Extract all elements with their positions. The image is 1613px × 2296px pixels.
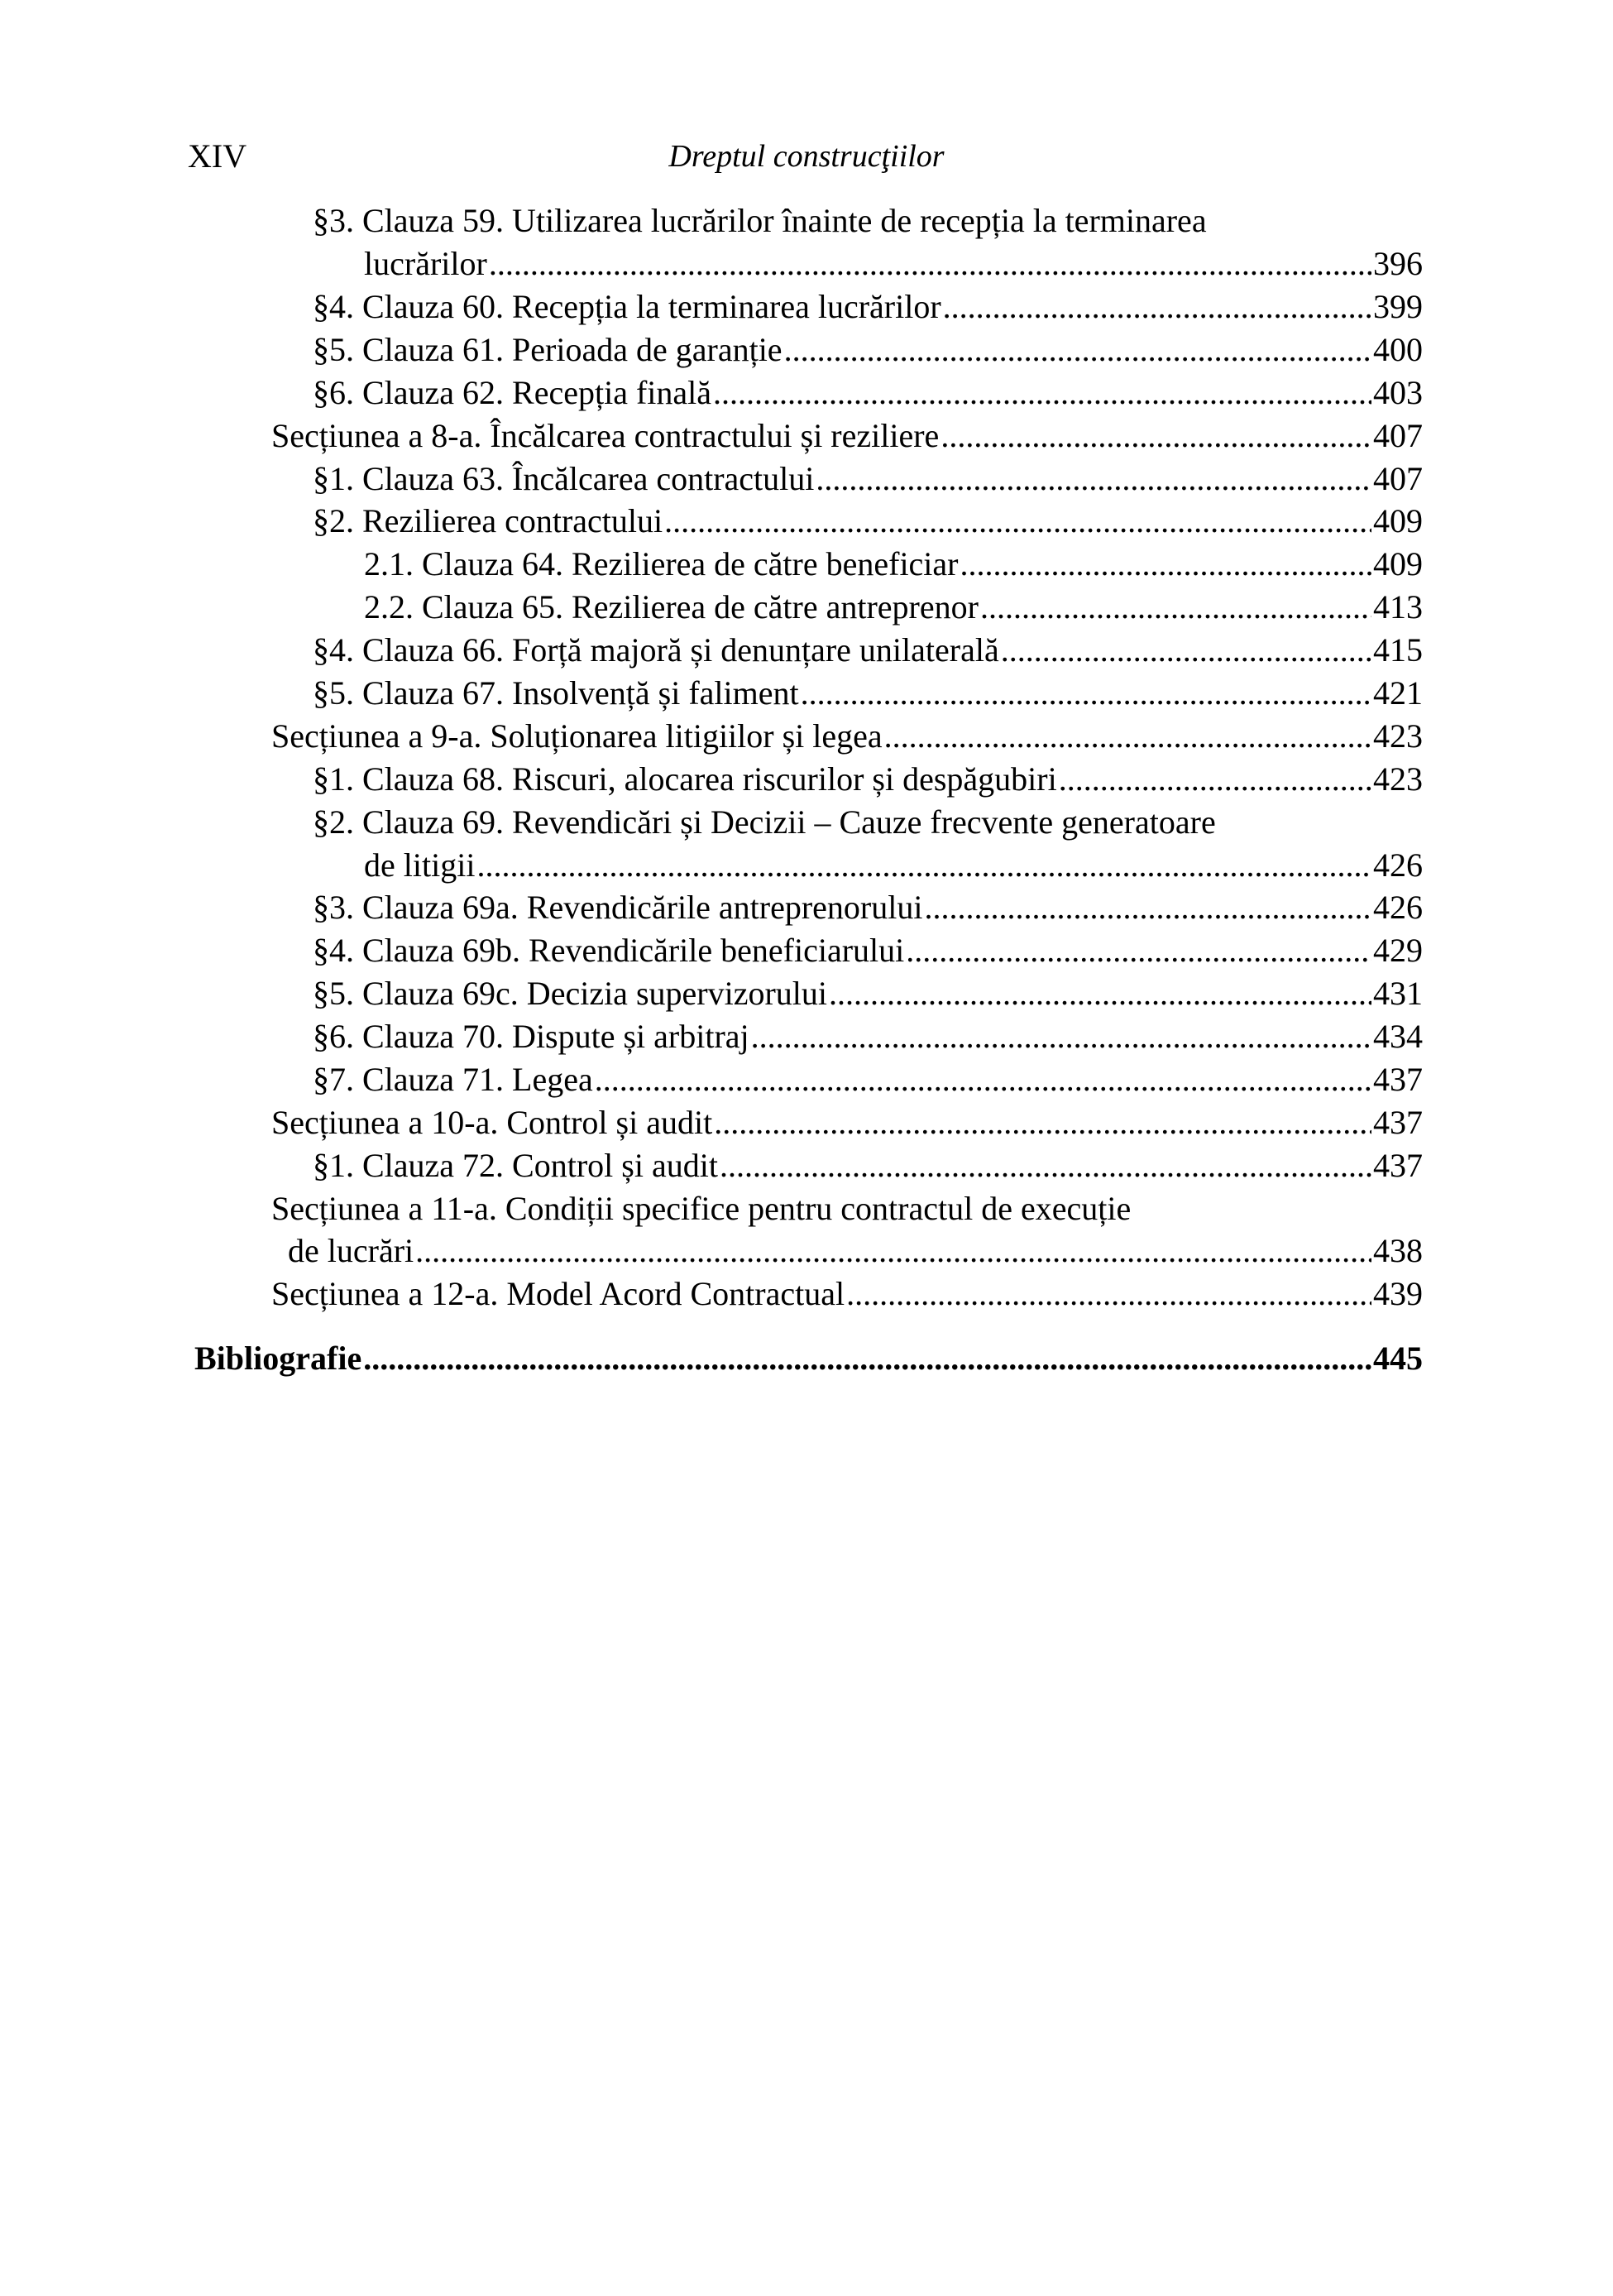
toc-entry-page: 426 bbox=[1373, 889, 1423, 926]
toc-subentry[interactable] bbox=[364, 586, 1423, 629]
dot-leader bbox=[829, 972, 1371, 1015]
toc-entry-title: §4. Clauza 66. Forță majoră și denunțare unilaterală bbox=[313, 631, 999, 669]
toc-entry-title: §4. Clauza 69b. Revendicările beneficiarului bbox=[313, 932, 905, 969]
toc-entry[interactable] bbox=[313, 972, 1423, 1015]
toc-entry-title: Secțiunea a 9-a. Soluționarea litigiilor și legea bbox=[271, 717, 883, 755]
toc-entry[interactable] bbox=[313, 672, 1423, 715]
toc-entry-title: §2. Rezilierea contractului bbox=[313, 502, 663, 539]
toc-entry[interactable] bbox=[313, 371, 1423, 415]
page-number: XIV bbox=[188, 137, 247, 175]
toc-entry-page: 407 bbox=[1373, 460, 1423, 497]
toc-entry-title: lucrărilor bbox=[364, 245, 487, 282]
dot-leader bbox=[720, 1144, 1371, 1187]
toc-section-entry[interactable] bbox=[271, 1187, 1423, 1230]
toc-bibliography-entry[interactable] bbox=[194, 1337, 1423, 1380]
toc-entry-page: 439 bbox=[1373, 1275, 1423, 1312]
toc-entry-page: 431 bbox=[1373, 975, 1423, 1012]
toc-entry[interactable] bbox=[313, 500, 1423, 543]
toc-entry-title: §5. Clauza 67. Insolvență și faliment bbox=[313, 674, 799, 712]
toc-section-entry[interactable] bbox=[271, 415, 1423, 458]
toc-entry-title: §1. Clauza 68. Riscuri, alocarea riscurilor și despăgubiri bbox=[313, 760, 1057, 798]
toc-entry-page: 399 bbox=[1373, 288, 1423, 325]
toc-entry-title: §6. Clauza 70. Dispute și arbitraj bbox=[313, 1018, 749, 1055]
dot-leader bbox=[751, 1015, 1371, 1058]
dot-leader bbox=[906, 929, 1371, 972]
toc-entry-title: Secțiunea a 10-a. Control și audit bbox=[271, 1104, 713, 1141]
toc-entry-page: 426 bbox=[1373, 846, 1423, 884]
toc-entry-page: 437 bbox=[1373, 1104, 1423, 1141]
toc-entry[interactable] bbox=[364, 242, 1423, 285]
running-title bbox=[0, 135, 1613, 178]
toc-entry[interactable] bbox=[313, 1015, 1423, 1058]
dot-leader bbox=[489, 242, 1371, 285]
toc-entry-title: Secțiunea a 11-a. Condiții specifice pentru contractul de execuție bbox=[271, 1190, 1132, 1227]
toc-entry[interactable] bbox=[313, 886, 1423, 929]
toc-section-entry[interactable] bbox=[271, 715, 1423, 758]
dot-leader bbox=[713, 371, 1371, 415]
toc-entry-title: §6. Clauza 62. Recepția finală bbox=[313, 374, 712, 411]
toc-entry-title: §4. Clauza 60. Recepția la terminarea lucrărilor bbox=[313, 288, 941, 325]
toc-entry-page: 429 bbox=[1373, 932, 1423, 969]
toc-entry-title: §5. Clauza 69c. Decizia supervizorului bbox=[313, 975, 827, 1012]
toc-entry[interactable] bbox=[313, 629, 1423, 672]
toc-entry-page: 437 bbox=[1373, 1061, 1423, 1098]
toc-entry-title: Secțiunea a 8-a. Încălcarea contractului și reziliere bbox=[271, 417, 940, 454]
toc-entry-title: §1. Clauza 72. Control și audit bbox=[313, 1147, 718, 1184]
toc-entry-page: 438 bbox=[1373, 1232, 1423, 1269]
toc-entry-title: §3. Clauza 59. Utilizarea lucrărilor înainte de recepția la terminarea bbox=[313, 202, 1207, 239]
toc-entry-page: 413 bbox=[1373, 588, 1423, 626]
toc-entry[interactable] bbox=[313, 929, 1423, 972]
dot-leader bbox=[664, 500, 1371, 543]
toc-entry-page: 400 bbox=[1373, 331, 1423, 368]
dot-leader bbox=[816, 458, 1371, 501]
dot-leader bbox=[1001, 629, 1371, 672]
dot-leader bbox=[415, 1229, 1371, 1273]
toc-entry-page: 409 bbox=[1373, 502, 1423, 539]
toc-entry[interactable] bbox=[313, 758, 1423, 801]
dot-leader bbox=[924, 886, 1371, 929]
toc-entry[interactable] bbox=[313, 328, 1423, 371]
toc-entry-title: §5. Clauza 61. Perioada de garanție bbox=[313, 331, 783, 368]
toc-entry-title: §7. Clauza 71. Legea bbox=[313, 1061, 593, 1098]
dot-leader bbox=[884, 715, 1371, 758]
toc-section-entry[interactable] bbox=[271, 1273, 1423, 1316]
toc-entry-continuation[interactable] bbox=[364, 844, 1423, 887]
toc-entry-page: 423 bbox=[1373, 760, 1423, 798]
toc-subentry[interactable] bbox=[364, 543, 1423, 586]
dot-leader bbox=[784, 328, 1371, 371]
toc-entry[interactable] bbox=[313, 458, 1423, 501]
toc-entry[interactable] bbox=[313, 1144, 1423, 1187]
dot-leader bbox=[941, 415, 1371, 458]
dot-leader bbox=[1059, 758, 1371, 801]
toc-entry-page: 445 bbox=[1373, 1340, 1423, 1377]
toc-entry-title: Bibliografie bbox=[194, 1340, 362, 1377]
toc-entry-title: de litigii bbox=[364, 846, 476, 884]
toc-entry-continuation[interactable] bbox=[288, 1229, 1423, 1273]
toc-entry[interactable] bbox=[313, 199, 1423, 242]
toc-entry-page: 434 bbox=[1373, 1018, 1423, 1055]
toc-entry[interactable] bbox=[313, 285, 1423, 328]
toc-entry[interactable] bbox=[313, 1058, 1423, 1101]
toc-entry-page: 415 bbox=[1373, 631, 1423, 669]
dot-leader bbox=[943, 285, 1371, 328]
toc-entry-page: 403 bbox=[1373, 374, 1423, 411]
toc-entry-page: 409 bbox=[1373, 545, 1423, 582]
dot-leader bbox=[960, 543, 1372, 586]
toc-entry[interactable] bbox=[313, 801, 1423, 844]
toc-entry-title: §1. Clauza 63. Încălcarea contractului bbox=[313, 460, 815, 497]
dot-leader bbox=[595, 1058, 1371, 1101]
toc-entry-title: §3. Clauza 69a. Revendicările antreprenorului bbox=[313, 889, 923, 926]
toc-entry-page: 396 bbox=[1373, 245, 1423, 282]
toc-entry-page: 437 bbox=[1373, 1147, 1423, 1184]
toc-entry-title: Secțiunea a 12-a. Model Acord Contractual bbox=[271, 1275, 845, 1312]
dot-leader bbox=[714, 1101, 1371, 1144]
dot-leader bbox=[476, 844, 1371, 887]
dot-leader bbox=[363, 1337, 1371, 1380]
toc-entry-title: §2. Clauza 69. Revendicări și Decizii – Cauze frecvente generatoare bbox=[313, 803, 1216, 841]
toc-entry-title: de lucrări bbox=[288, 1232, 414, 1269]
dot-leader bbox=[801, 672, 1371, 715]
toc-entry-title: 2.2. Clauza 65. Rezilierea de către antreprenor bbox=[364, 588, 979, 626]
dot-leader bbox=[980, 586, 1371, 629]
toc-entry-page: 407 bbox=[1373, 417, 1423, 454]
running-title-text: Dreptul construcţiilor bbox=[668, 139, 945, 174]
dot-leader bbox=[846, 1273, 1371, 1316]
toc-entry-page: 421 bbox=[1373, 674, 1423, 712]
toc-section-entry[interactable] bbox=[271, 1101, 1423, 1144]
toc-entry-title: 2.1. Clauza 64. Rezilierea de către beneficiar bbox=[364, 545, 959, 582]
toc-entry-page: 423 bbox=[1373, 717, 1423, 755]
